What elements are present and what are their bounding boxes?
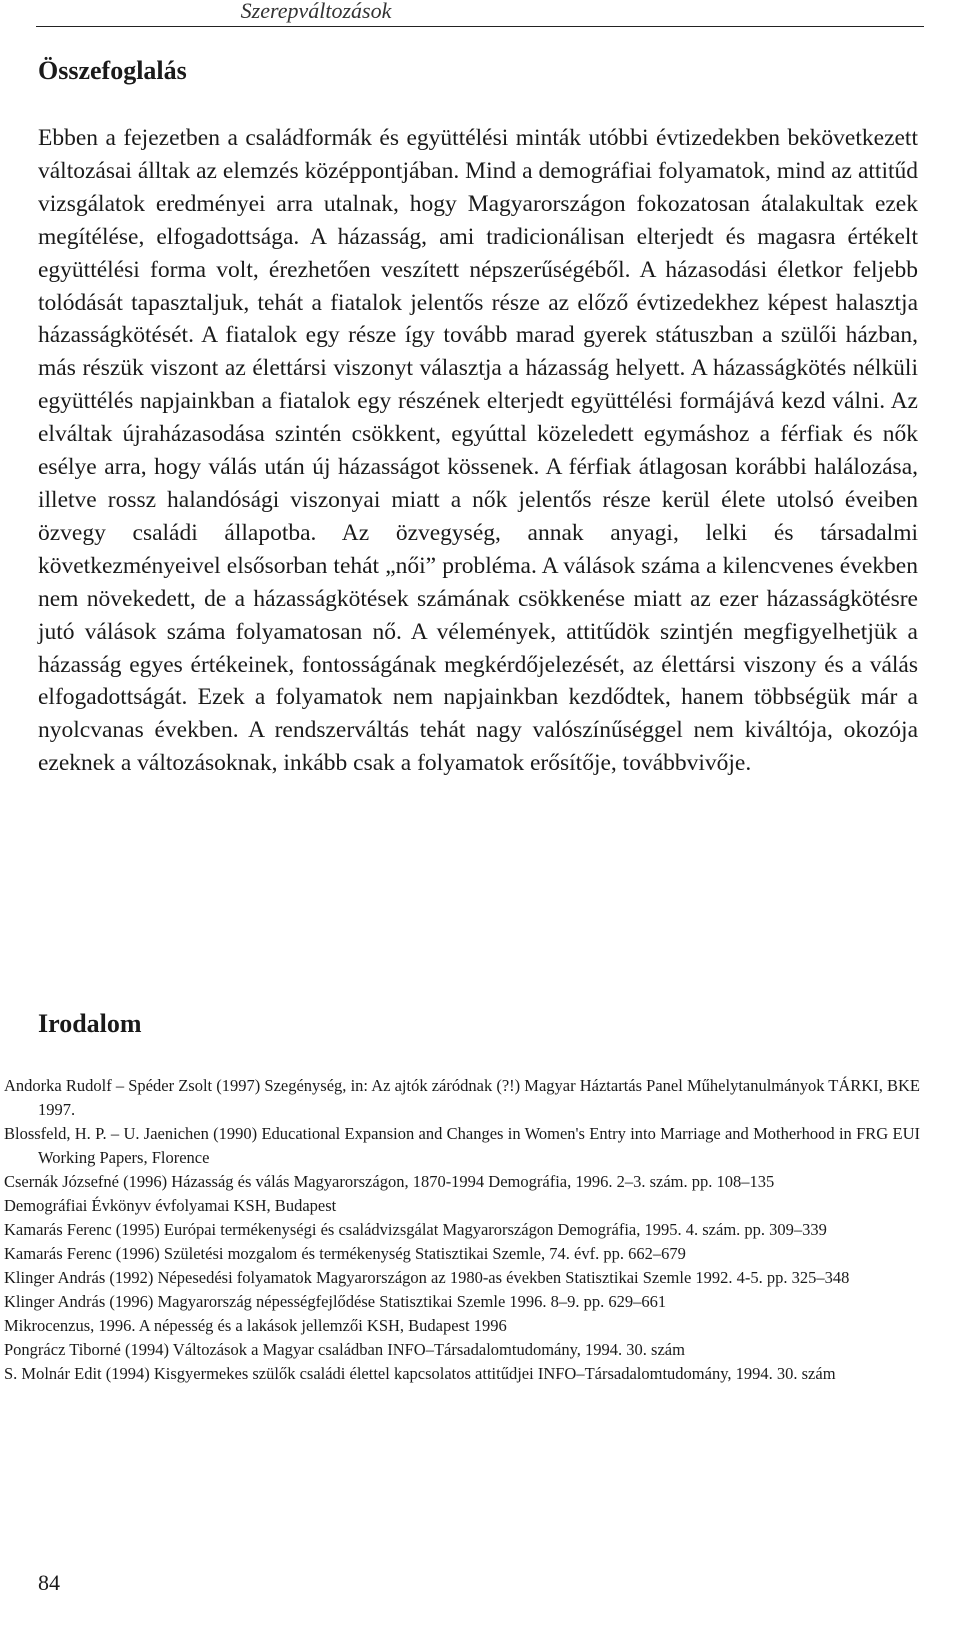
reference-item: Csernák Józsefné (1996) Házasság és válás Magyarországon, 1870-1994 Demográfia, 1996. 2–3. szám. pp. 108–135 [4,1172,775,1191]
reference-item: Mikrocenzus, 1996. A népesség és a lakások jellemzői KSH, Budapest 1996 [4,1316,507,1335]
summary-heading: Összefoglalás [38,56,187,85]
references-heading: Irodalom [38,1009,142,1038]
reference-item: S. Molnár Edit (1994) Kisgyermekes szülők családi élettel kapcsolatos attitűdjei INFO–Társadalomtudomány, 1994. 30. szám [4,1364,836,1383]
reference-item: Kamarás Ferenc (1996) Születési mozgalom és termékenység Statisztikai Szemle, 74. évf. pp. 662–679 [4,1244,686,1263]
reference-item: Demográfiai Évkönyv évfolyamai KSH, Budapest [4,1196,337,1215]
reference-list [4,1074,920,1386]
reference-item: Klinger András (1992) Népesedési folyamatok Magyarországon az 1980-as években Statisztikai Szemle 1992. 4-5. pp. 325–348 [4,1268,850,1287]
running-header [36,0,924,27]
reference-item: Pongrácz Tiborné (1994) Változások a Magyar családban INFO–Társadalomtudomány, 1994. 30. szám [4,1340,685,1359]
reference-item: Kamarás Ferenc (1995) Európai termékenységi és családvizsgálat Magyarországon Demográfia, 1995. 4. szám. pp. 309–339 [4,1220,827,1239]
reference-item: Blossfeld, H. P. – U. Jaenichen (1990) Educational Expansion and Changes in Women's Entry into Marriage and Motherhood in FRG EUI Working Papers, Florence [4,1124,920,1167]
reference-item: Klinger András (1996) Magyarország népességfejlődése Statisztikai Szemle 1996. 8–9. pp. 629–661 [4,1292,667,1311]
page-number: 84 [38,1570,60,1595]
reference-item: Andorka Rudolf – Spéder Zsolt (1997) Szegénység, in: Az ajtók záródnak (?!) Magyar Háztartás Panel Műhelytanulmányok TÁRKI, BKE 1997. [4,1076,920,1119]
summary-paragraph: Ebben a fejezetben a családformák és együttélési minták utóbbi évtizedekben bekövetkezett változásai álltak az elemzés középpontjában. Mind a demográfiai folyamatok, mind az attitűd vizsgálatok eredményei arra utalnak, hogy Magyarországon fokozatosan átalakultak ezek megítélése, elfogadottsága. A házasság, ami tradicionálisan elterjedt és magasra értékelt együttélési forma volt, érezhetően veszített népszerűségéből. A házasodási életkor feljebb tolódását tapasztaljuk, tehát a fiatalok jelentős része az előző évtizedekhez képest halasztja házasságkötését. A fiatalok egy része így tovább marad gyerek státuszban a szülői házban, más részük viszont az élettársi viszonyt választja a házasság helyett. A házasságkötés nélküli együttélés napjainkban a fiatalok egy részének elterjedt együttélési formájává kezd válni. Az elváltak újraházasodása szintén csökkent, egyúttal közeledett egymáshoz a férfiak és nők esélye arra, hogy válás után új házasságot kössenek. A férfiak átlagosan korábbi halálozása, illetve rossz halandósági viszonyai miatt a nők jelentős része kerül élete utolsó éveiben özvegy családi állapotba. Az özvegység, annak anyagi, lelki és társadalmi következményeivel elsősorban tehát „női” probléma. A válások száma a kilencvenes években nem növekedett, de a házasságkötések számának csökkenése miatt az ezer házasságkötésre jutó válások száma folyamatosan nő. A vélemények, attitűdök szintjén megfigyelhetjük a házasság egyes értékeinek, fontosságának megkérdőjelezését, az élettársi viszony és a válás elfogadottságát. Ezek a folyamatok nem napjainkban kezdődtek, hanem többségük már a nyolcvanas években. A rendszerváltás tehát nagy valószínűséggel nem kiváltója, okozója ezeknek a változásoknak, inkább csak a folyamatok erősítője, továbbvivője. [38,125,918,777]
running-header-title: Szerepváltozások [240,0,392,23]
